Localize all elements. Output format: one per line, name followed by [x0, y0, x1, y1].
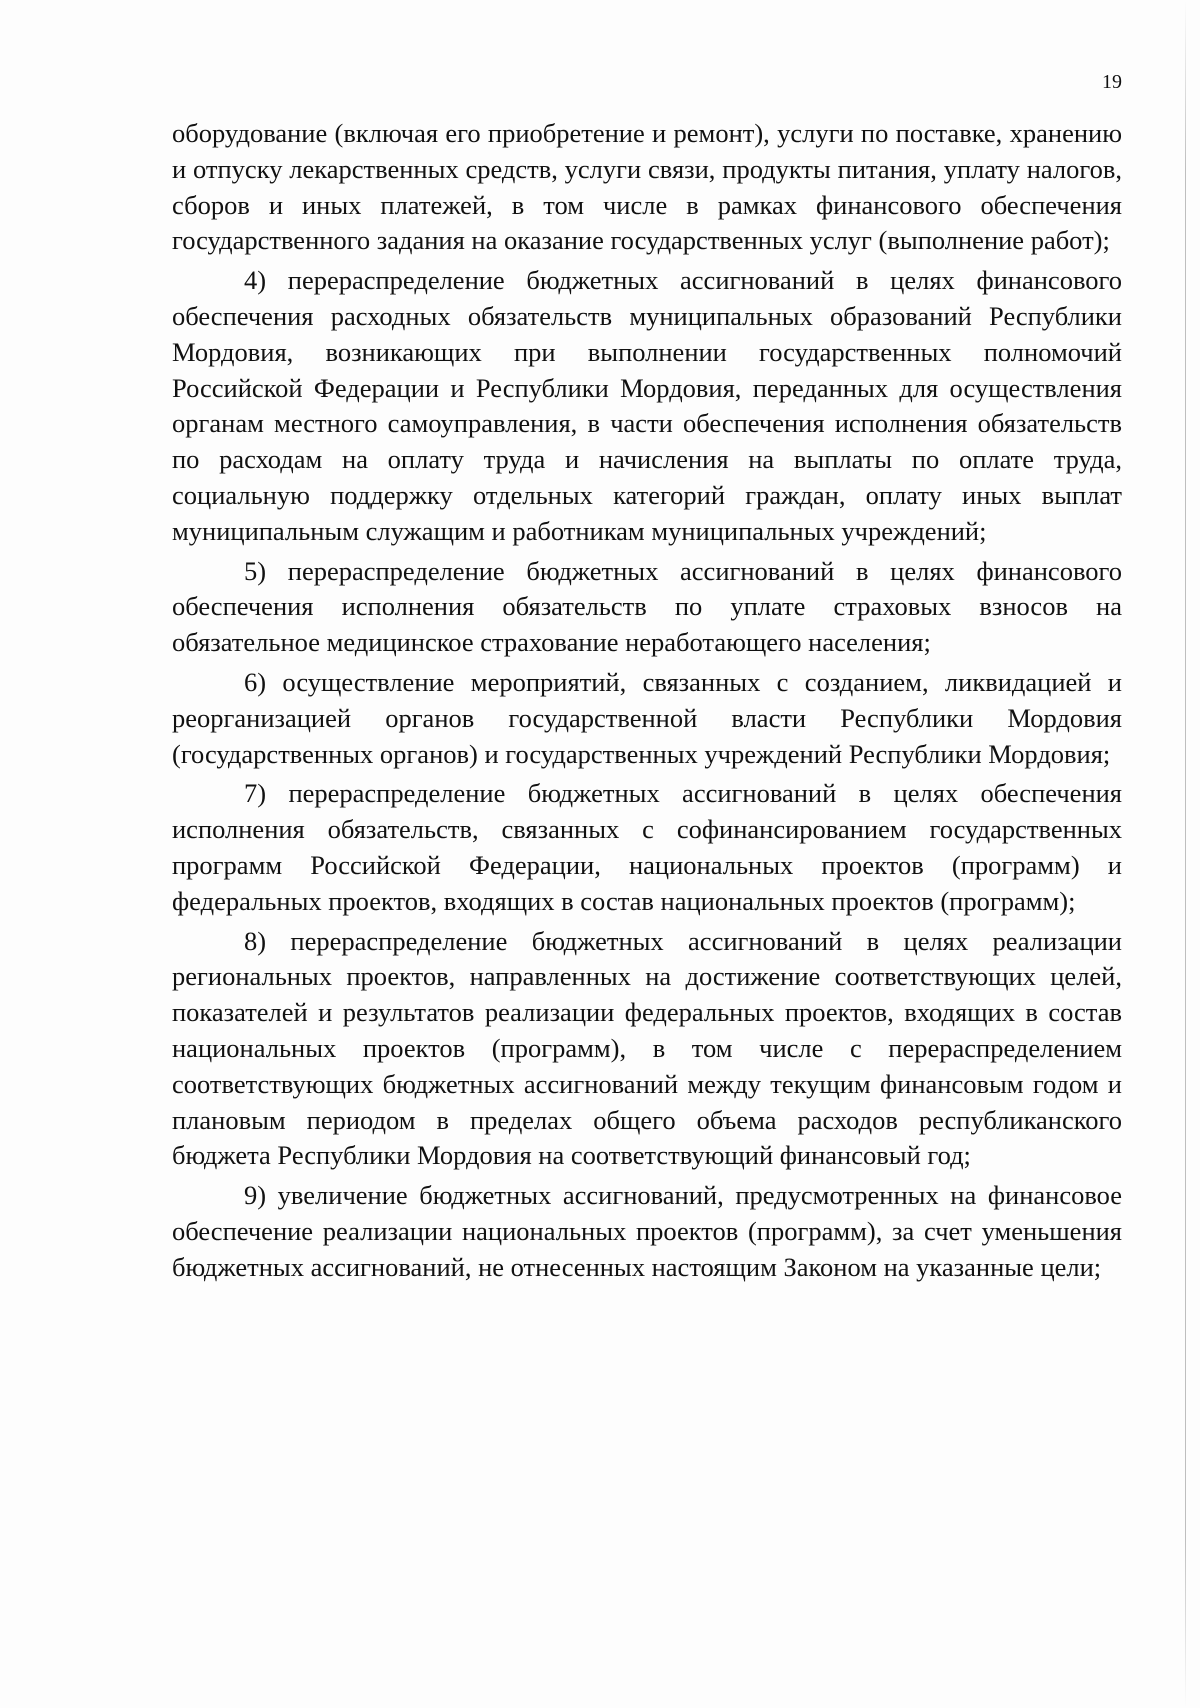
- paragraph-item-4: 4) перераспределение бюджетных ассигнований в целях финансового обеспечения расходных обязательств муниципальных образований Республики Мордовия, возникающих при выполнении государственных полномочий Российской Федерации и Республики Мордовия, переданных для осуществления органам местного самоуправления, в части обеспечения исполнения обязательств по расходам на оплату труда и начисления на выплаты по оплате труда, социальную поддержку отдельных категорий граждан, оплату иных выплат муниципальным служащим и работникам муниципальных учреждений;: [172, 265, 1122, 546]
- document-body: [172, 116, 1122, 1290]
- paragraph-continuation: оборудование (включая его приобретение и ремонт), услуги по поставке, хранению и отпуску лекарственных средств, услуги связи, продукты питания, уплату налогов, сборов и иных платежей, в том числе в рамках финансового обеспечения государственного задания на оказание государственных услуг (выполнение работ);: [172, 118, 1122, 256]
- scan-edge-line: [1185, 0, 1186, 1708]
- paragraph-item-7: 7) перераспределение бюджетных ассигнований в целях обеспечения исполнения обязательств, связанных с софинансированием государственных программ Российской Федерации, национальных проектов (программ) и федеральных проектов, входящих в состав национальных проектов (программ);: [172, 778, 1122, 916]
- page-number: 19: [1102, 71, 1122, 93]
- paragraph-item-5: 5) перераспределение бюджетных ассигнований в целях финансового обеспечения исполнения обязательств по уплате страховых взносов на обязательное медицинское страхование неработающего населения;: [172, 555, 1122, 658]
- paragraph-item-8: 8) перераспределение бюджетных ассигнований в целях реализации региональных проектов, направленных на достижение соответствующих целей, показателей и результатов реализации федеральных проектов, входящих в состав национальных проектов (программ), в том числе с перераспределением соответствующих бюджетных ассигнований между текущим финансовым годом и плановым периодом в пределах общего объема расходов республиканского бюджета Республики Мордовия на соответствующий финансовый год;: [172, 925, 1122, 1171]
- paragraph-item-6: 6) осуществление мероприятий, связанных с созданием, ликвидацией и реорганизацией органов государственной власти Республики Мордовия (государственных органов) и государственных учреждений Республики Мордовия;: [172, 666, 1122, 769]
- paragraph-item-9: 9) увеличение бюджетных ассигнований, предусмотренных на финансовое обеспечение реализации национальных проектов (программ), за счет уменьшения бюджетных ассигнований, не отнесенных настоящим Законом на указанные цели;: [172, 1180, 1122, 1282]
